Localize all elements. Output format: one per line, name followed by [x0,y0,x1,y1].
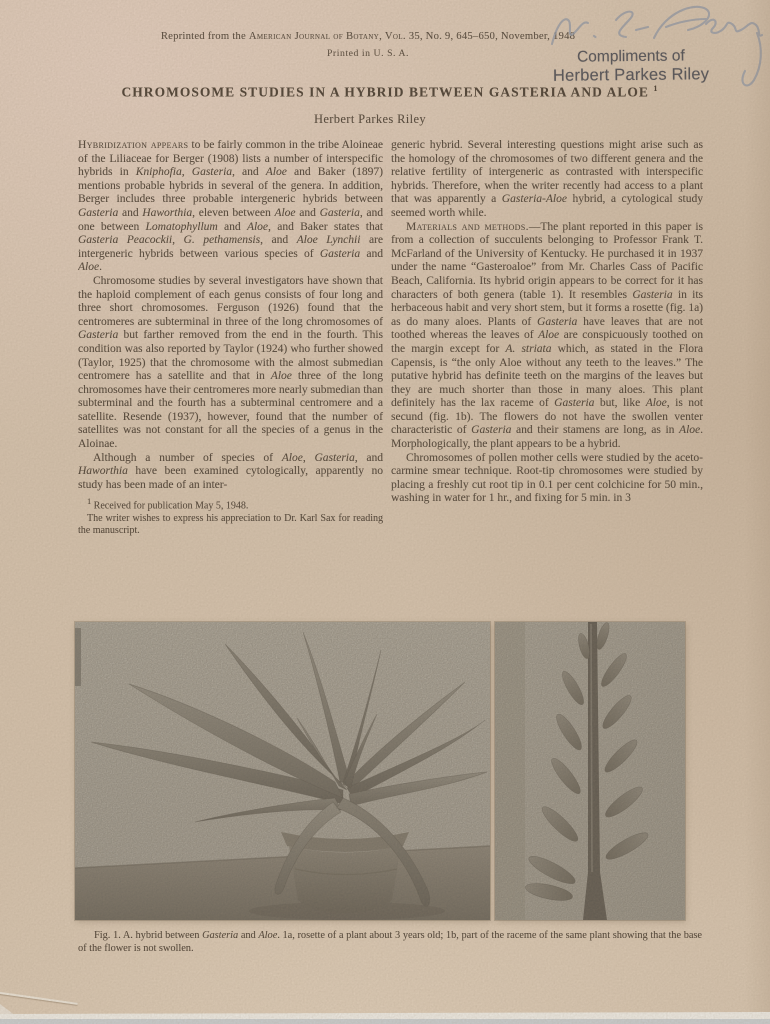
paragraph: Materials and methods.—The plant reported in this paper is from a collection of succulents belonging to Professor Frank T. McFarland of the University of Kentucky. He purchased it in 1937 under the name “Gasteroaloe” from Mr. Charles Cass of Pacific Beach, California. Its hybrid origin appears to be correct for it has characters of both genera (table 1). It resembles Gasteria in its herbaceous habit and very short stem, but it forms a rosette (fig. 1a) as do many aloes. Plants of Gasteria have leaves that are not toothed whereas the leaves of Aloe are conspicuously toothed on the margin except for A. striata which, as stated in the Flora Capensis, is “the only Aloe without any teeth to the leaves.” The putative hybrid has definite teeth on the margins of the leaves but they are much shorter than those in many aloes. This plant definitely has the lax raceme of Gasteria but, like Aloe, is not secund (fig. 1b). The flowers do not have the swollen venter characteristic of Gasteria and their stamens are long, as in Aloe. Morphologically, the plant appears to be a hybrid. [391,220,703,451]
figure-panel-1b [495,622,685,920]
scanner-bed-strip [0,1019,770,1024]
footnote: The writer wishes to express his appreciation to Dr. Karl Sax for reading the manuscript. [78,512,383,536]
paragraph: generic hybrid. Several interesting questions might arise such as the homology of the chromosomes of two different genera and the relative fertility of intergeneric as contrasted with interspecific hybrids. Therefore, when the writer recently had access to a plant that was apparently a Gasteria-Aloe hybrid, a cytological study seemed worth while. [391,139,703,219]
right-column [391,139,703,619]
figure-1 [75,622,685,920]
paragraph: Chromosome studies by several investigators have shown that the haploid complement of each genus consists of four long and three short chromosomes. Ferguson (1926) found that the centromeres are subterminal in three of the long chromosomes of Gasteria but farther removed from the end in the fourth. This condition was also reported by Taylor (1924) who further showed (Taylor, 1925) that the chromosome with the almost submedian centromere has a satellite and that in Aloe three of the long chromosomes have their centromeres more nearly submedian than subterminal and the fourth has a subterminal centromere and a satellite. Resende (1937), however, found that the number of satellites was not constant for all the species of a genus in the Aloinae. [78,274,383,451]
author-byline: Herbert Parkes Riley [314,112,426,126]
raceme-photo-illustration [495,622,685,920]
rosette-photo-illustration [75,622,490,920]
figure-panel-1a [75,622,490,920]
printed-in-line: Printed in U. S. A. [326,48,410,59]
page-edge-shadow [744,0,770,1024]
left-column [78,139,383,619]
paragraph: Although a number of species of Aloe, Gasteria, and Haworthia have been examined cytologically, apparently no study has been made of an inter- [78,451,384,491]
footnote: $^1$ Received for publication May 5, 1948. [87,497,249,512]
article-body [78,139,703,619]
reprint-line: Reprinted from the American Journal of Botany, Vol. 35, No. 9, 645–650, November, 1948 [160,31,576,42]
stamp-line-2: Herbert Parkes Riley [552,65,710,85]
paragraph: Chromosomes of pollen mother cells were studied by the aceto-carmine smear technique. Root-tip chromosomes were studied by placing a freshly cut root tip in 0.1 per cent colchicine for 50 min., washing in water for 1 hr., and fixing for 5 min. in 3 [391,451,703,505]
figure-caption: Fig. 1. A. hybrid between Gasteria and Aloe. 1a, rosette of a plant about 3 years old; 1b, part of the raceme of the same plant showing that the base of the flower is not swollen. [78,930,703,955]
article-title: CHROMOSOME STUDIES IN A HYBRID BETWEEN GASTERIA AND ALOE $^1$ [121,84,659,100]
stamp-line-1: Compliments of [576,47,685,66]
footnote-block [78,496,383,536]
paragraph: Hybridization appears to be fairly common in the tribe Aloineae of the Liliaceae for Berger (1908) lists a number of interspecific hybrids in Kniphofia, Gasteria, and Aloe and Baker (1897) mentions probable hybrids in several of the genera. In addition, Berger includes three probable intergeneric hybrids between Gasteria and Haworthia, eleven between Aloe and Gasteria, and one between Lomatophyllum and Aloe, and Baker states that Gasteria Peacockii, G. pethamensis, and Aloe Lynchii are intergeneric hybrids between various species of Gasteria and Aloe. [78,139,384,274]
fold-crease [0,991,78,1005]
compliments-stamp [544,47,718,86]
